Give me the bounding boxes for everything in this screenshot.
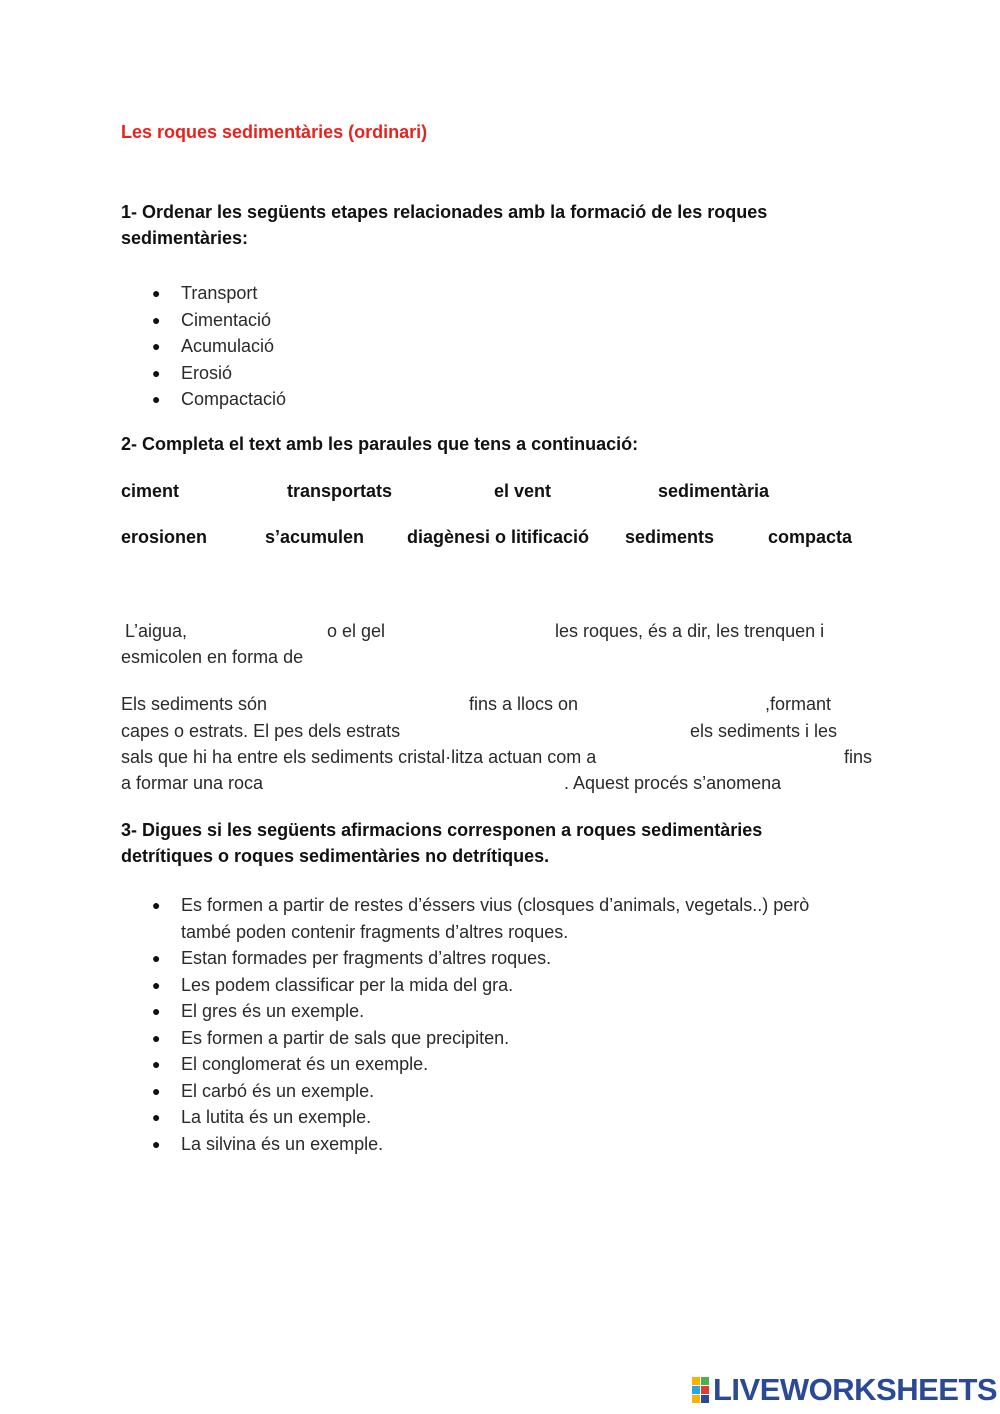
q1-list <box>150 280 286 413</box>
list-item: ● Erosió <box>150 360 286 387</box>
q1-heading-line1: 1- Ordenar les següents etapes relacionades amb la formació de les roques <box>121 202 768 222</box>
bullet-icon: ● <box>152 950 161 966</box>
bullet-icon: ● <box>152 1056 161 1072</box>
p2-text: fins <box>844 747 873 767</box>
bullet-icon: ● <box>152 1109 161 1125</box>
list-item: ● Les podem classificar per la mida del gra. <box>150 972 809 999</box>
p2-text: Els sediments són <box>121 694 268 714</box>
bullet-icon: ● <box>152 391 161 407</box>
word-bank-item: transportats <box>287 481 393 501</box>
liveworksheets-logo <box>692 1372 998 1407</box>
word-bank-item: diagènesi o litificació <box>407 527 590 547</box>
bullet-icon: ● <box>152 311 161 328</box>
p1-text: esmicolen en forma de <box>121 647 304 667</box>
p2-text: a formar una roca <box>121 773 264 793</box>
word-bank-item: el vent <box>494 481 552 501</box>
logo-square <box>692 1386 700 1394</box>
gap-input-3[interactable] <box>322 646 526 672</box>
logo-text: LIVEWORKSHEETS <box>713 1372 998 1407</box>
word-bank-item: sediments <box>625 527 715 547</box>
bullet-icon: ● <box>152 1082 161 1099</box>
q3-heading-line1: 3- Digues si les següents afirmacions corresponen a roques sedimentàries <box>121 820 763 840</box>
gap-input-8[interactable] <box>282 772 562 798</box>
list-item: ● La silvina és un exemple. <box>150 1131 809 1158</box>
gap-input-7[interactable] <box>634 746 838 772</box>
bullet-icon: ● <box>152 1003 161 1019</box>
q2-heading: 2- Completa el text amb les paraules que tens a continuació: <box>121 434 639 454</box>
p2-text: sals que hi ha entre els sediments cristal·litza actuan com a <box>121 747 597 767</box>
list-item-continuation: també poden contenir fragments d’altres roques. <box>181 921 569 942</box>
p2-text: els sediments i les <box>690 721 838 741</box>
list-item: ● El gres és un exemple. <box>150 998 809 1025</box>
gap-input-5[interactable] <box>590 693 764 719</box>
word-bank-item: ciment <box>121 481 180 501</box>
bullet-icon: ● <box>152 338 161 354</box>
p2-text: capes o estrats. El pes dels estrats <box>121 721 401 741</box>
q3-heading-line2: detrítiques o roques sedimentàries no detrítiques. <box>121 846 550 866</box>
logo-square <box>701 1377 709 1385</box>
p1-text: les roques, és a dir, les trenquen i <box>555 621 825 641</box>
page-title: Les roques sedimentàries (ordinari) <box>121 122 428 142</box>
p1-text: o el gel <box>327 621 386 641</box>
gap-input-6[interactable] <box>420 720 686 746</box>
p1-text: L’aigua, <box>125 621 188 641</box>
gap-input-2[interactable] <box>394 620 552 646</box>
list-item: ● El conglomerat és un exemple. <box>150 1051 809 1078</box>
word-bank-item: sedimentària <box>658 481 770 501</box>
logo-square <box>692 1395 700 1403</box>
list-item: ● Es formen a partir de restes d’éssers vius (closques d’animals, vegetals..) però <box>150 892 809 919</box>
p2-text: . Aquest procés s’anomena <box>564 773 782 793</box>
bullet-icon: ● <box>152 1135 161 1152</box>
logo-squares-icon <box>692 1377 709 1403</box>
p2-text: fins a llocs on <box>469 694 579 714</box>
list-item: ● Compactació <box>150 386 286 413</box>
word-bank-item: s’acumulen <box>265 527 365 547</box>
logo-square <box>701 1395 709 1403</box>
q1-heading-line2: sedimentàries: <box>121 228 249 248</box>
list-item: ● Es formen a partir de sals que precipiten. <box>150 1025 809 1052</box>
p2-text: ,formant <box>765 694 832 714</box>
word-bank-item: compacta <box>768 527 853 547</box>
gap-input-4[interactable] <box>278 693 466 719</box>
gap-input-9[interactable] <box>800 772 880 798</box>
bullet-icon: ● <box>152 976 161 993</box>
list-item: ● Cimentació <box>150 307 286 334</box>
gap-input-1[interactable] <box>198 620 324 646</box>
list-item: ● Transport <box>150 280 286 307</box>
bullet-icon: ● <box>152 285 161 301</box>
q3-list <box>150 892 809 1157</box>
list-item: ● La lutita és un exemple. <box>150 1104 809 1131</box>
bullet-icon: ● <box>152 364 161 381</box>
word-bank-item: erosionen <box>121 527 208 547</box>
logo-square <box>692 1377 700 1385</box>
bullet-icon: ● <box>152 1029 161 1046</box>
list-item: ● Estan formades per fragments d’altres roques. <box>150 945 809 972</box>
logo-square <box>701 1386 709 1394</box>
list-item: ● El carbó és un exemple. <box>150 1078 809 1105</box>
list-item: ● Acumulació <box>150 333 286 360</box>
bullet-icon: ● <box>152 897 161 913</box>
